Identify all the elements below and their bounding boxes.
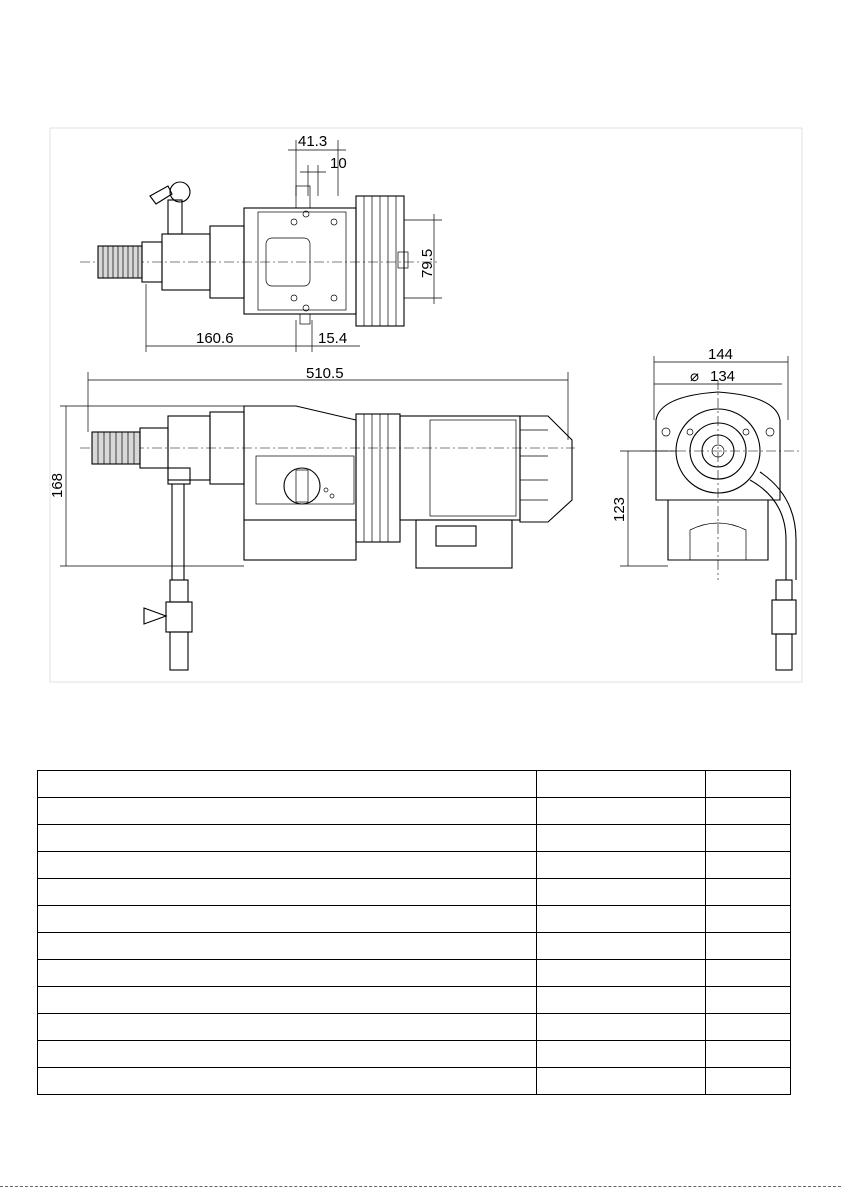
table-cell <box>537 879 706 906</box>
table-cell <box>537 987 706 1014</box>
table-row <box>38 1068 791 1095</box>
dim-510-5: 510.5 <box>306 365 344 382</box>
table-row <box>38 825 791 852</box>
table-cell <box>38 825 537 852</box>
table-row <box>38 798 791 825</box>
table-cell <box>706 798 791 825</box>
table-row <box>38 906 791 933</box>
table-cell <box>706 852 791 879</box>
dim-134: 134 <box>710 368 736 385</box>
spec-table <box>37 770 791 1095</box>
table-cell <box>706 960 791 987</box>
table-cell <box>706 1068 791 1095</box>
table-cell <box>706 1014 791 1041</box>
dim-144: 144 <box>708 346 734 363</box>
dim-168: 168 <box>49 472 66 498</box>
page-edge-rule <box>0 1186 841 1187</box>
table-cell <box>537 933 706 960</box>
table-cell <box>537 1068 706 1095</box>
table-cell <box>537 1041 706 1068</box>
table-cell <box>537 771 706 798</box>
table-cell <box>38 960 537 987</box>
table-row <box>38 879 791 906</box>
table-row <box>38 933 791 960</box>
table-row <box>38 771 791 798</box>
dim-160-6: 160.6 <box>196 330 234 347</box>
table-cell <box>706 933 791 960</box>
table-row <box>38 987 791 1014</box>
table-cell <box>706 987 791 1014</box>
side-view <box>49 365 575 670</box>
table-row <box>38 1041 791 1068</box>
table-cell <box>537 825 706 852</box>
dim-10: 10 <box>330 155 347 172</box>
diameter-symbol: ⌀ <box>690 368 700 385</box>
top-view <box>80 133 442 352</box>
table-cell <box>537 798 706 825</box>
dim-79-5: 79.5 <box>419 248 436 278</box>
table-cell <box>38 771 537 798</box>
table-cell <box>38 906 537 933</box>
table-cell <box>537 906 706 933</box>
end-view <box>611 346 800 670</box>
table-cell <box>537 852 706 879</box>
table-cell <box>38 1014 537 1041</box>
table-cell <box>537 1014 706 1041</box>
table-cell <box>38 798 537 825</box>
table-row <box>38 1014 791 1041</box>
table-cell <box>38 987 537 1014</box>
table-cell <box>706 906 791 933</box>
table-cell <box>537 960 706 987</box>
table-cell <box>706 879 791 906</box>
table-cell <box>38 1068 537 1095</box>
table-row <box>38 960 791 987</box>
table-cell <box>38 1041 537 1068</box>
table-cell <box>38 852 537 879</box>
table-cell <box>38 879 537 906</box>
table-cell <box>706 771 791 798</box>
table-cell <box>706 1041 791 1068</box>
table-cell <box>706 825 791 852</box>
table-row <box>38 852 791 879</box>
dim-15-4: 15.4 <box>318 330 348 347</box>
dim-41-3: 41.3 <box>298 133 328 150</box>
dim-123: 123 <box>611 496 628 522</box>
table-cell <box>38 933 537 960</box>
